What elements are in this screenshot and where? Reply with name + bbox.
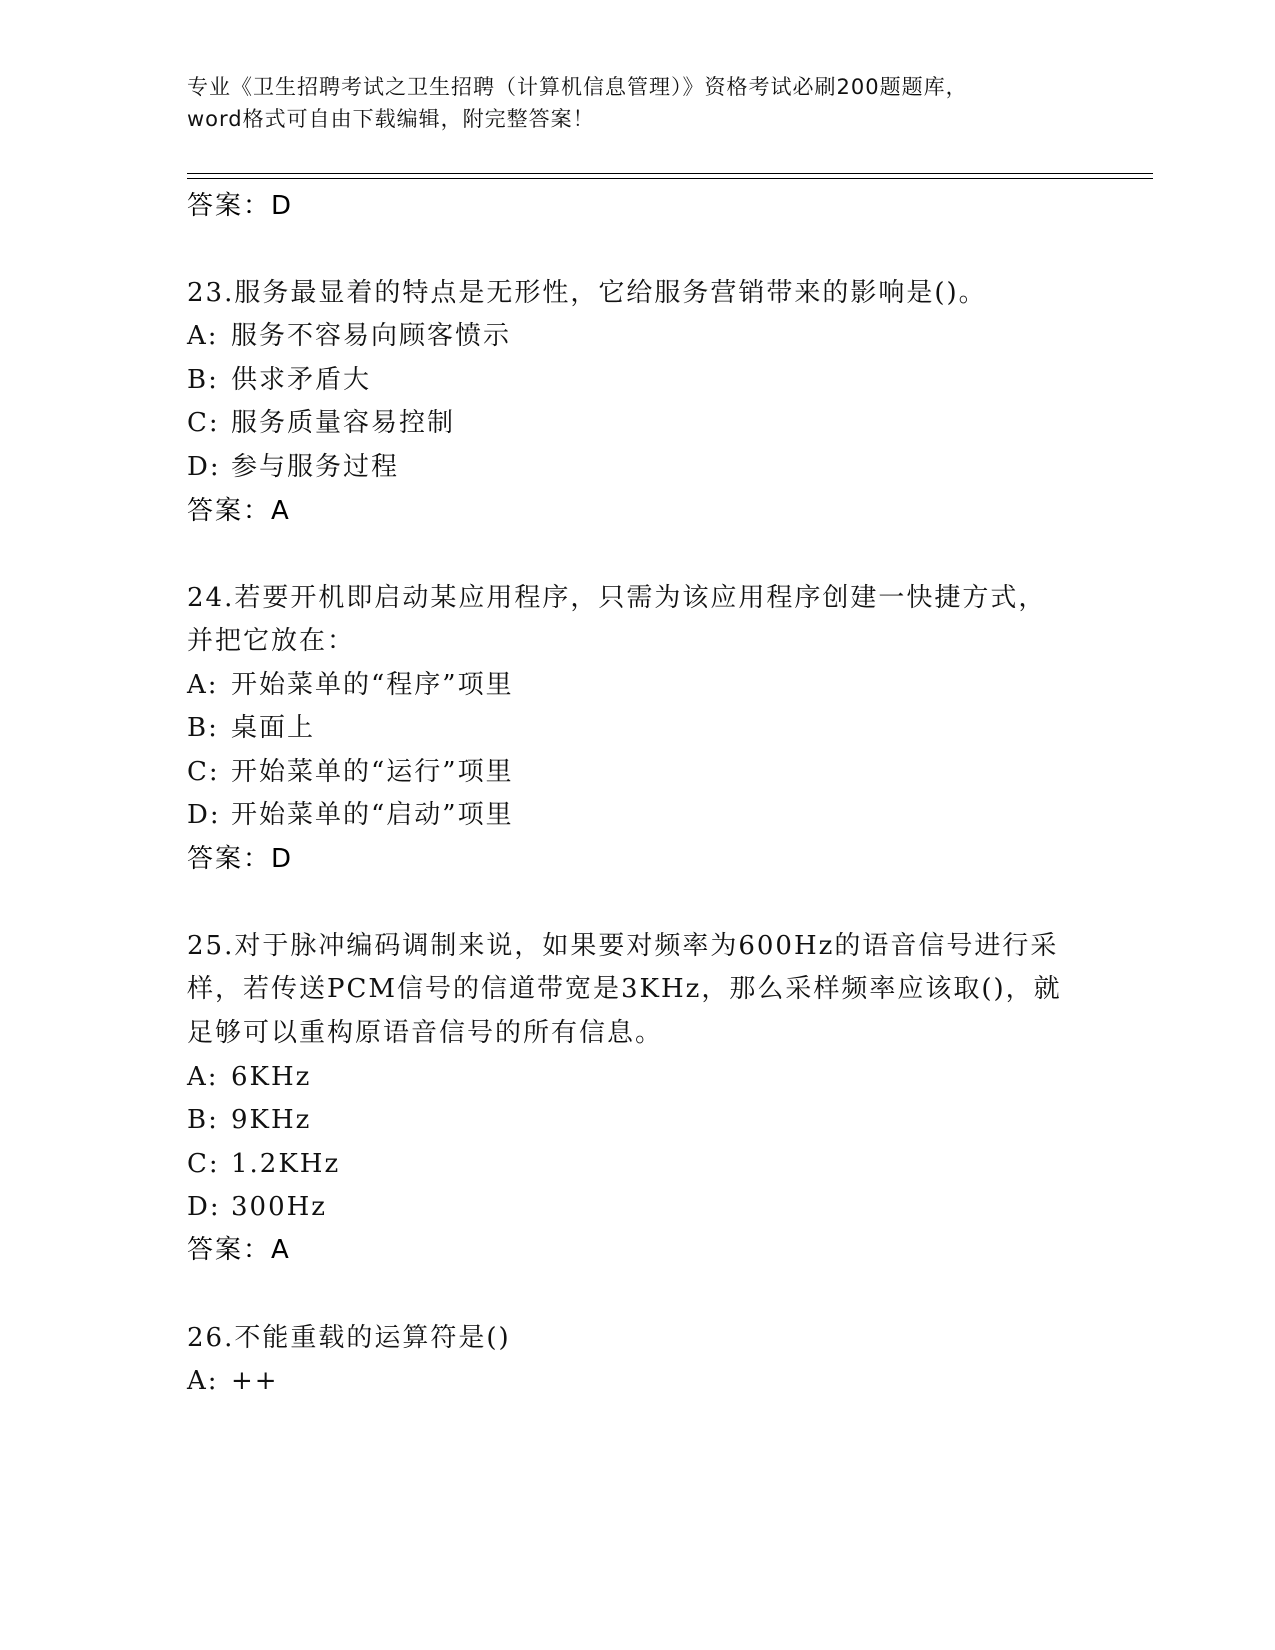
question-25-option-b xyxy=(187,1097,1087,1143)
header-rule-bottom xyxy=(187,178,1153,179)
question-25-option-a xyxy=(187,1054,1087,1100)
option-text: 6KHz xyxy=(231,1062,312,1092)
question-23-option-d xyxy=(187,444,1087,490)
answer-value: D xyxy=(271,191,293,221)
question-23-option-b xyxy=(187,357,1087,403)
option-text: 300Hz xyxy=(231,1192,327,1222)
question-23-option-c xyxy=(187,400,1087,446)
question-25-answer xyxy=(187,1227,290,1273)
prev-answer xyxy=(187,183,292,229)
option-key: A: xyxy=(187,670,219,700)
header-title-line-1: 专业《卫生招聘考试之卫生招聘（计算机信息管理）》资格考试必刷200题题库， xyxy=(187,75,968,99)
answer-label: 答案： xyxy=(187,191,272,221)
question-24-option-d xyxy=(187,792,1087,838)
question-24-stem-line-1: 24.若要开机即启动某应用程序，只需为该应用程序创建一快捷方式， xyxy=(187,583,1047,613)
option-key: D: xyxy=(187,1192,221,1222)
question-25-stem-line-2: 样，若传送PCM信号的信道带宽是3KHz，那么采样频率应该取()，就 xyxy=(187,974,1062,1004)
question-24-option-c xyxy=(187,749,1087,795)
option-key: D: xyxy=(187,452,221,482)
option-key: A: xyxy=(187,1366,219,1396)
option-key: B: xyxy=(187,1105,219,1135)
question-24-option-b xyxy=(187,705,1087,751)
option-key: C: xyxy=(187,757,220,787)
question-25-option-d xyxy=(187,1184,1087,1230)
answer-label: 答案： xyxy=(187,496,272,526)
question-23-option-a xyxy=(187,313,1087,359)
option-key: B: xyxy=(187,365,219,395)
option-text: 服务不容易向顾客愤示 xyxy=(231,321,512,351)
option-text: 开始菜单的“程序”项里 xyxy=(231,670,514,700)
question-25-option-c xyxy=(187,1141,1087,1187)
option-key: D: xyxy=(187,800,221,830)
question-25-stem-line-3: 足够可以重构原语音信号的所有信息。 xyxy=(187,1018,664,1048)
option-text: 9KHz xyxy=(231,1105,312,1135)
answer-label: 答案： xyxy=(187,1235,272,1265)
answer-value: A xyxy=(271,496,290,526)
header-title-line-2: word格式可自由下载编辑，附完整答案！ xyxy=(187,107,595,131)
question-26-option-a xyxy=(187,1358,1087,1404)
header-rule-top xyxy=(187,173,1153,174)
option-text: 桌面上 xyxy=(231,713,316,743)
option-key: C: xyxy=(187,1149,220,1179)
option-text: 1.2KHz xyxy=(231,1149,341,1179)
question-24-answer xyxy=(187,836,292,882)
option-key: B: xyxy=(187,713,219,743)
answer-value: D xyxy=(271,844,293,874)
question-24-stem-line-2: 并把它放在： xyxy=(187,626,356,656)
question-25-stem-line-1: 25.对于脉冲编码调制来说，如果要对频率为600Hz的语音信号进行采 xyxy=(187,931,1059,961)
question-26-stem-line-1: 26.不能重载的运算符是() xyxy=(187,1323,511,1353)
option-text: 参与服务过程 xyxy=(231,452,400,482)
option-key: C: xyxy=(187,408,220,438)
answer-value: A xyxy=(271,1235,290,1265)
option-text: 服务质量容易控制 xyxy=(231,408,456,438)
question-23-stem-line-1: 23.服务最显着的特点是无形性，它给服务营销带来的影响是()。 xyxy=(187,278,987,308)
option-text: ++ xyxy=(231,1366,279,1396)
option-key: A: xyxy=(187,1062,219,1092)
option-text: 开始菜单的“运行”项里 xyxy=(231,757,514,787)
question-24-option-a xyxy=(187,662,1087,708)
answer-label: 答案： xyxy=(187,844,272,874)
option-key: A: xyxy=(187,321,219,351)
option-text: 开始菜单的“启动”项里 xyxy=(231,800,514,830)
option-text: 供求矛盾大 xyxy=(231,365,372,395)
question-23-answer xyxy=(187,488,290,534)
